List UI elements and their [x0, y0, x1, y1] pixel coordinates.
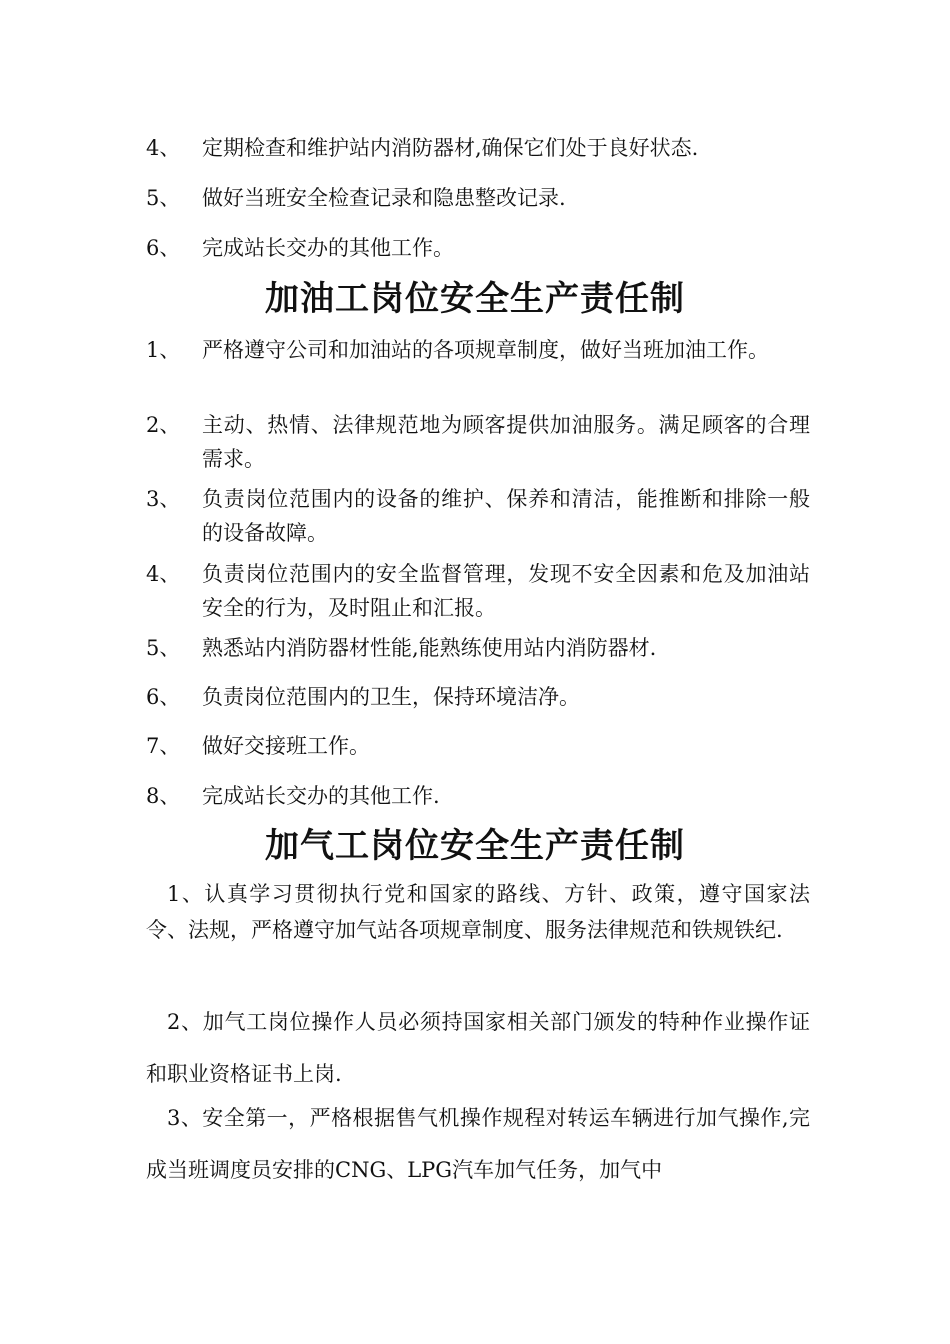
item-text: 定期检查和维护站内消防器材,确保它们处于良好状态.: [202, 136, 699, 160]
item-text: 负责岗位范围内的卫生，保持环境洁净。: [202, 685, 580, 709]
list-item: [146, 680, 810, 714]
item-number: 7、: [146, 734, 181, 758]
item-text: 负责岗位范围内的安全监督管理，发现不安全因素和危及加油站安全的行为，及时阻止和汇报。: [202, 562, 810, 620]
list-item: [146, 482, 810, 550]
item-number: 5、: [146, 186, 181, 210]
item-text: 完成站长交办的其他工作。: [202, 236, 454, 260]
list-item: [146, 408, 810, 476]
item-number: 6、: [146, 236, 181, 260]
paragraph: 1、认真学习贯彻执行党和国家的路线、方针、政策，遵守国家法令、法规，严格遵守加气站各项规章制度、服务法律规范和铁规铁纪.: [146, 882, 810, 942]
list-item: [146, 729, 810, 763]
item-number: 2、: [146, 413, 181, 437]
item-text: 主动、热情、法律规范地为顾客提供加油服务。满足顾客的合理需求。: [202, 413, 810, 471]
list-item: [146, 231, 810, 265]
item-text: 做好当班安全检查记录和隐患整改记录.: [202, 186, 566, 210]
item-number: 4、: [146, 136, 181, 160]
paragraph: 2、加气工岗位操作人员必须持国家相关部门颁发的特种作业操作证和职业资格证书上岗.: [146, 1010, 810, 1086]
list-item: [146, 779, 810, 813]
item-number: 1、: [146, 338, 181, 362]
list-item: [146, 631, 810, 665]
item-text: 严格遵守公司和加油站的各项规章制度，做好当班加油工作。: [202, 338, 769, 362]
item-text: 完成站长交办的其他工作.: [202, 784, 440, 808]
item-text: 熟悉站内消防器材性能,能熟练使用站内消防器材.: [202, 636, 657, 660]
list-item: [146, 131, 810, 165]
list-item: [146, 333, 810, 367]
item-number: 6、: [146, 685, 181, 709]
item-number: 3、: [146, 487, 181, 511]
item-text: 做好交接班工作。: [202, 734, 370, 758]
list-item: [146, 557, 810, 625]
paragraph: 3、安全第一，严格根据售气机操作规程对转运车辆进行加气操作,完成当班调度员安排的CNG、LPG汽车加气任务，加气中: [146, 1106, 810, 1182]
section-heading-refuel: 加油工岗位安全生产责任制: [265, 279, 685, 319]
section-heading-gas: 加气工岗位安全生产责任制: [265, 826, 685, 866]
item-number: 8、: [146, 784, 181, 808]
item-number: 5、: [146, 636, 181, 660]
item-text: 负责岗位范围内的设备的维护、保养和清洁，能推断和排除一般的设备故障。: [202, 487, 810, 545]
list-item: [146, 181, 810, 215]
item-number: 4、: [146, 562, 181, 586]
